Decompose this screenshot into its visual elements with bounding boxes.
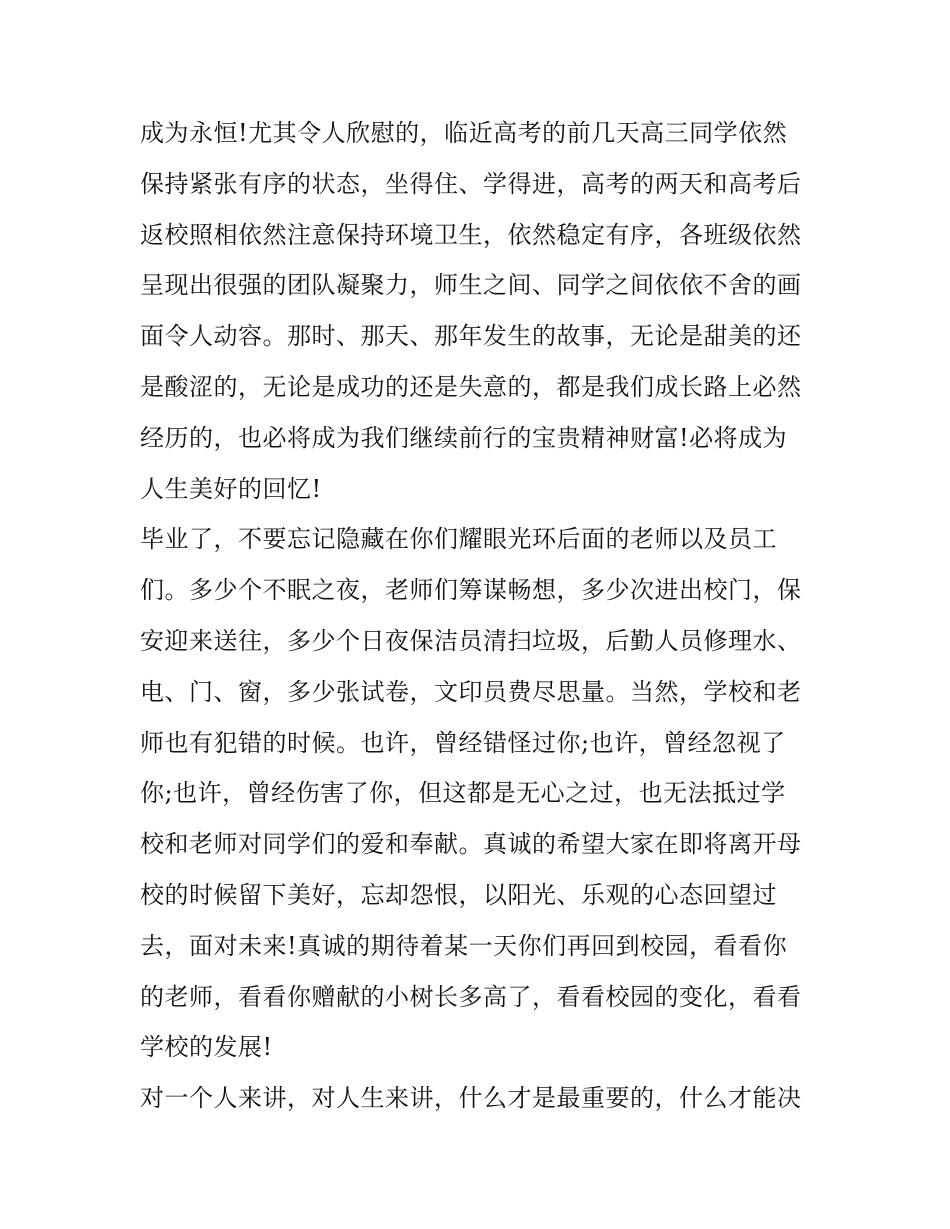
text-line: 校的时候留下美好，忘却怨恨，以阳光、乐观的心态回望过: [140, 880, 777, 909]
body-text: [140, 108, 820, 1124]
text-line: 毕业了，不要忘记隐藏在你们耀眼光环后面的老师以及员工: [140, 525, 777, 554]
text-line: 师也有犯错的时候。也许，曾经错怪过你;也许，曾经忽视了: [140, 728, 786, 757]
text-line: 呈现出很强的团队凝聚力，师生之间、同学之间依依不舍的画: [140, 271, 802, 300]
text-line: 经历的，也必将成为我们继续前行的宝贵精神财富!必将成为: [140, 423, 788, 452]
text-line: 保持紧张有序的状态，坐得住、学得进，高考的两天和高考后: [140, 169, 802, 198]
text-line: 面令人动容。那时、那天、那年发生的故事，无论是甜美的还: [140, 322, 802, 351]
text-line: 去，面对未来!真诚的期待着某一天你们再回到校园，看看你: [140, 931, 788, 960]
text-line: 学校的发展!: [140, 1033, 273, 1062]
text-line: 们。多少个不眠之夜，老师们筹谋畅想，多少次进出校门，保: [140, 576, 802, 605]
text-line: 人生美好的回忆!: [140, 474, 322, 503]
text-line: 校和老师对同学们的爱和奉献。真诚的希望大家在即将离开母: [140, 830, 802, 859]
text-line: 的老师，看看你赠献的小树长多高了，看看校园的变化，看看: [140, 982, 802, 1011]
text-line: 安迎来送往，多少个日夜保洁员清扫垃圾，后勤人员修理水、: [140, 626, 802, 655]
text-line: 电、门、窗，多少张试卷，文印员费尽思量。当然，学校和老: [140, 677, 802, 706]
text-line: 是酸涩的，无论是成功的还是失意的，都是我们成长路上必然: [140, 372, 802, 401]
text-line: 你;也许，曾经伤害了你，但这都是无心之过，也无法抵过学: [140, 779, 786, 808]
text-line: 对一个人来讲，对人生来讲，什么才是最重要的，什么才能决: [140, 1084, 802, 1113]
text-line: 返校照相依然注意保持环境卫生，依然稳定有序，各班级依然: [140, 220, 802, 249]
text-line: 成为永恒!尤其令人欣慰的，临近高考的前几天高三同学依然: [140, 119, 788, 147]
